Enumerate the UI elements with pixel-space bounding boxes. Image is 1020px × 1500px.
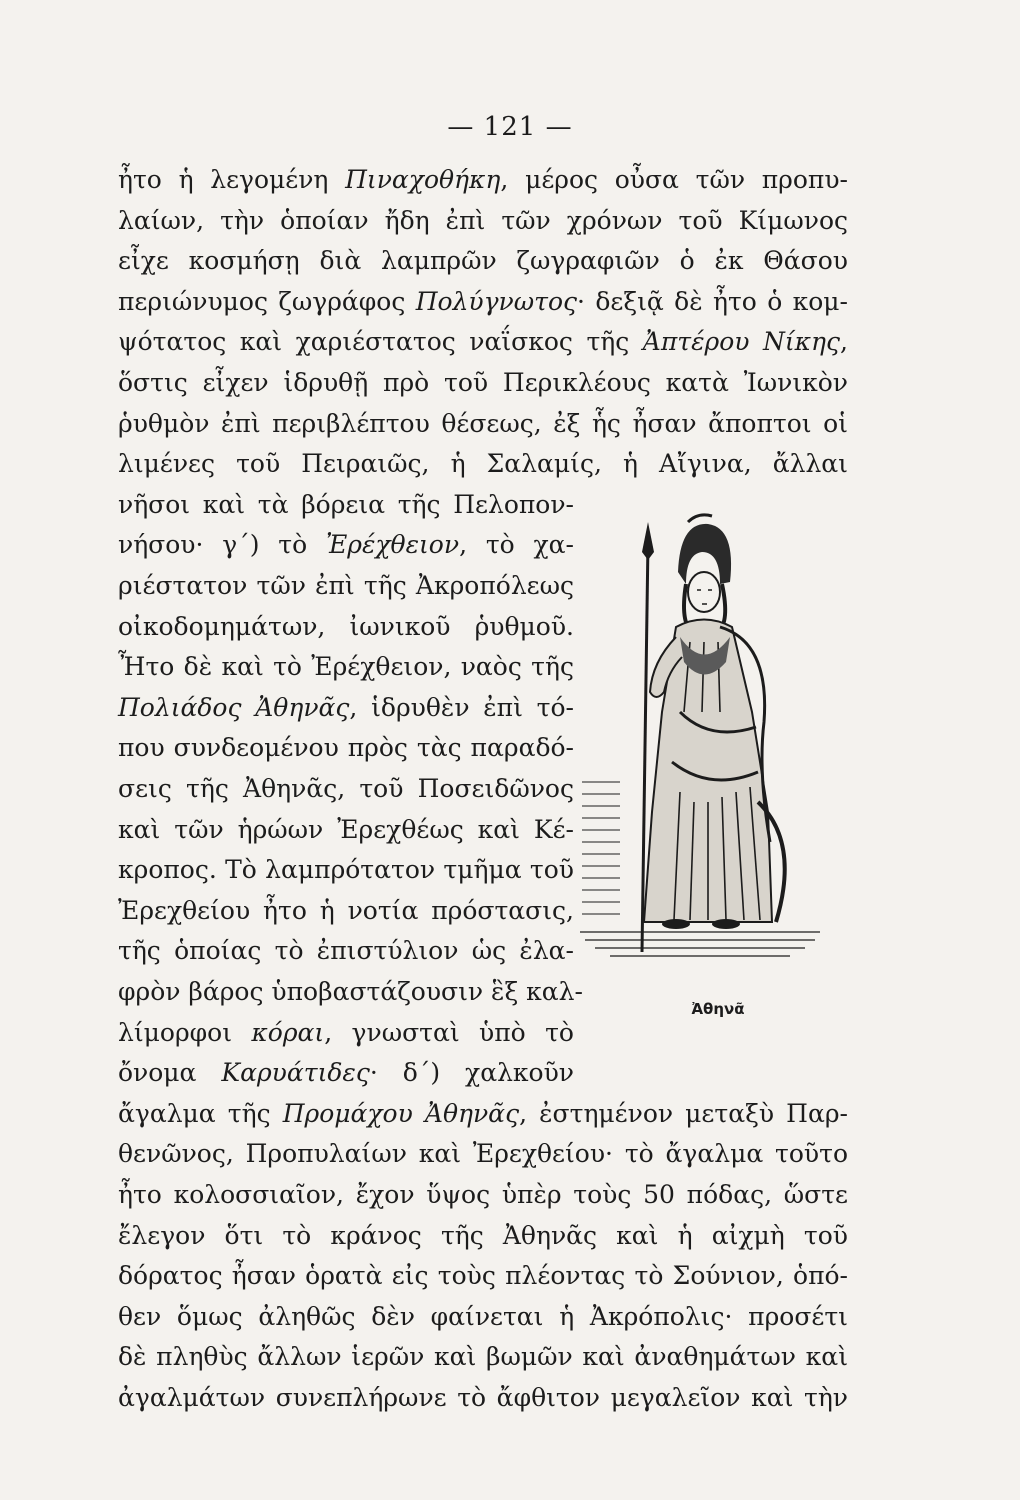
text-segment: περιώνυμος ζωγράφος <box>118 286 416 316</box>
text-segment: ἦτο κολοσσιαῖον, ἔχον ὕψος ὑπὲρ τοὺς 50 πόδας, ὥστε <box>118 1180 848 1209</box>
text-segment: , τὸ χα- <box>459 530 574 560</box>
text-segment: νῆσοι καὶ τὰ βόρεια τῆς Πελοπον- <box>118 489 574 519</box>
text-segment: δόρατος ἦσαν ὁρατὰ εἰς τοὺς πλέοντας τὸ Σούνιον, ὁπό- <box>118 1261 848 1291</box>
text-line <box>118 444 848 484</box>
text-segment: θεν ὅμως ἀληθῶς δὲν φαίνεται ἡ Ἀκρόπολις· προσέτι <box>118 1301 848 1331</box>
athena-statue-icon <box>580 512 830 982</box>
figure-caption: Ἀθηνᾶ <box>691 1000 745 1018</box>
text-segment: , μέρος οὖσα τῶν προπυ- <box>500 165 848 194</box>
text-line <box>118 1337 848 1377</box>
text-segment: ἀγαλμάτων συνεπλήρωνε τὸ ἄφθιτον μεγαλεῖον καὶ τὴν <box>118 1383 848 1412</box>
text-line <box>118 525 574 565</box>
text-segment: ριέστατον τῶν ἐπὶ τῆς Ἀκροπόλεως <box>118 571 574 600</box>
text-line <box>118 485 574 525</box>
text-segment: , <box>840 327 848 357</box>
text-segment: θενῶνος, Προπυλαίων καὶ Ἐρεχθείου· τὸ ἄγαλμα τοῦτο <box>118 1139 848 1169</box>
text-segment: · δεξιᾷ δὲ ἦτο ὁ κομ- <box>577 286 849 316</box>
text-segment: δὲ πληθὺς ἄλλων ἱερῶν καὶ βωμῶν καὶ ἀναθημάτων καὶ <box>118 1342 848 1372</box>
text-segment: λίμορφοι <box>118 1017 252 1047</box>
italic-text: Πιναχοθήκη <box>345 165 501 194</box>
text-line <box>118 1094 848 1134</box>
text-segment: τῆς ὁποίας τὸ ἐπιστύλιον ὡς ἐλα- <box>118 936 574 966</box>
text-line <box>118 891 574 931</box>
text-line <box>118 1134 848 1174</box>
text-line <box>118 688 574 728</box>
text-line <box>118 728 574 768</box>
text-segment: οἰκοδομημάτων, ἰωνικοῦ ῥυθμοῦ. <box>118 611 574 641</box>
italic-text: Ἀπτέρου Νίκης <box>642 327 841 357</box>
text-segment: ὅστις εἶχεν ἱδρυθῇ πρὸ τοῦ Περικλέους κατὰ Ἰωνικὸν <box>118 368 848 397</box>
text-segment: ἦτο ἡ λεγομένη <box>118 165 346 194</box>
text-line <box>118 363 848 403</box>
page-number: — 121 — <box>447 112 573 142</box>
text-line <box>118 810 574 850</box>
text-line <box>118 201 848 241</box>
italic-text: Ἐρέχθειον <box>325 530 460 560</box>
athena-figure <box>580 512 830 982</box>
text-line <box>118 1216 848 1256</box>
italic-text: Πολύγνωτος <box>415 286 578 316</box>
text-segment: · δ΄) χαλκοῦν <box>369 1058 574 1088</box>
text-line <box>118 769 574 809</box>
text-segment: , γνωσταὶ ὑπὸ τὸ <box>324 1017 574 1047</box>
text-segment: σεις τῆς Ἀθηνᾶς, τοῦ Ποσειδῶνος <box>118 774 574 803</box>
text-line <box>118 241 848 281</box>
italic-text: Καρυάτιδες <box>221 1058 370 1088</box>
text-line <box>118 1175 848 1215</box>
text-line <box>118 647 574 687</box>
text-line <box>118 404 848 444</box>
text-line <box>118 931 574 971</box>
text-line <box>118 322 848 362</box>
text-segment: που συνδεομένου πρὸς τὰς παραδό- <box>118 733 574 763</box>
text-segment: ὄνομα <box>118 1058 222 1088</box>
text-segment: ἔλεγον ὅτι τὸ κράνος τῆς Ἀθηνᾶς καὶ ἡ αἰχμὴ τοῦ <box>118 1220 848 1250</box>
text-line <box>118 282 848 322</box>
text-line <box>118 566 574 606</box>
text-segment: νήσου· γ΄) τὸ <box>118 530 326 560</box>
text-line <box>118 1053 574 1093</box>
text-segment: ψότατος καὶ χαριέστατος ναΐσκος τῆς <box>118 327 643 357</box>
text-line <box>118 850 574 890</box>
text-line <box>118 1256 848 1296</box>
text-line <box>118 607 574 647</box>
text-segment: , ἐστημένον μεταξὺ Παρ- <box>519 1098 848 1128</box>
text-segment: ῥυθμὸν ἐπὶ περιβλέπτου θέσεως, ἐξ ἧς ἦσαν ἄποπτοι οἱ <box>118 408 848 438</box>
italic-text: κόραι <box>251 1017 325 1047</box>
text-line <box>118 1297 848 1337</box>
text-segment: κροπος. Τὸ λαμπρότατον τμῆμα τοῦ <box>118 855 574 885</box>
italic-text: Προμάχου Ἀθηνᾶς <box>282 1098 520 1128</box>
text-line <box>118 972 583 1012</box>
text-segment: , ἱδρυθὲν ἐπὶ τό- <box>349 692 574 722</box>
text-segment: καὶ τῶν ἡρώων Ἐρεχθέως καὶ Κέ- <box>118 814 574 844</box>
italic-text: Πολιάδος Ἀθηνᾶς <box>118 692 350 722</box>
text-segment: λαίων, τὴν ὁποίαν ἤδη ἐπὶ τῶν χρόνων τοῦ Κίμωνος <box>118 205 848 235</box>
text-segment: φρὸν βάρος ὑποβαστάζουσιν ἓξ καλ- <box>118 977 583 1006</box>
text-segment: λιμένες τοῦ Πειραιῶς, ἡ Σαλαμίς, ἡ Αἴγινα, ἄλλαι <box>118 449 848 479</box>
text-segment: Ἐρεχθείου ἦτο ἡ νοτία πρόστασις, <box>118 895 574 925</box>
text-segment: ἄγαλμα τῆς <box>118 1098 283 1128</box>
text-segment: εἶχε κοσμήσῃ διὰ λαμπρῶν ζωγραφιῶν ὁ ἐκ Θάσου <box>118 246 848 276</box>
text-segment: Ἦτο δὲ καὶ τὸ Ἐρέχθειον, ναὸς τῆς <box>118 652 574 682</box>
text-line <box>118 1378 848 1418</box>
text-line <box>118 1013 574 1053</box>
text-line <box>118 160 848 200</box>
